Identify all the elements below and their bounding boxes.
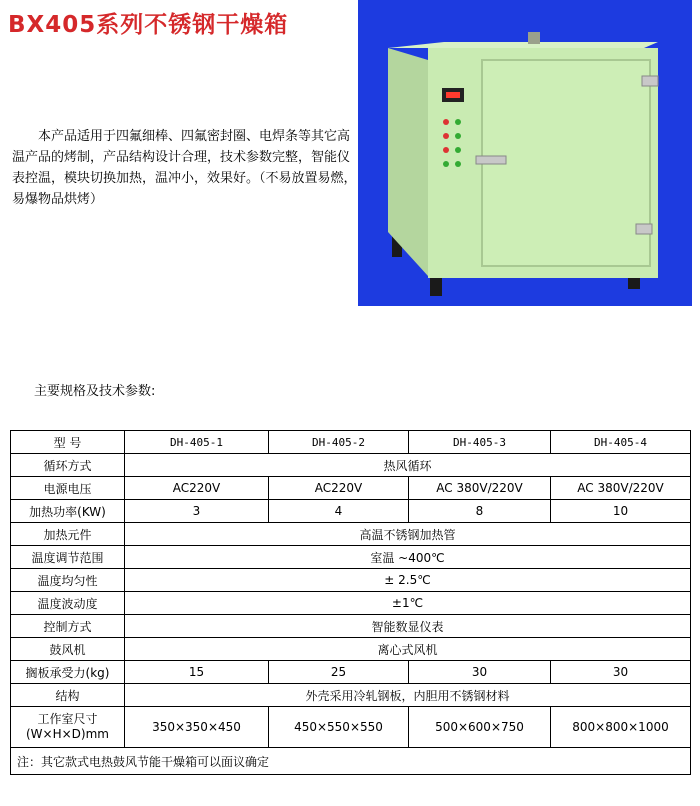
table-cell: AC 380V/220V (409, 477, 551, 500)
table-row (11, 592, 691, 615)
model-cell: DH-405-3 (409, 431, 551, 454)
row-label: 温度调节范围 (11, 546, 125, 569)
indicator-light-icon (455, 147, 461, 153)
specs-heading: 主要规格及技术参数: (34, 384, 156, 399)
table-cell: AC220V (269, 477, 409, 500)
row-label: 搁板承受力(kg) (11, 661, 125, 684)
row-label: 电源电压 (11, 477, 125, 500)
oven-vent-icon (528, 32, 540, 44)
table-cell: 4 (269, 500, 409, 523)
table-row (11, 615, 691, 638)
table-cell: ±1℃ (125, 592, 691, 615)
door-handle-icon (476, 156, 506, 164)
row-label: 控制方式 (11, 615, 125, 638)
table-cell: 10 (551, 500, 691, 523)
oven-door (482, 60, 650, 266)
page-title: BX405系列不锈钢干燥箱 (8, 12, 289, 38)
table-cell: 智能数显仪表 (125, 615, 691, 638)
table-cell: 热风循环 (125, 454, 691, 477)
table-row (11, 748, 691, 775)
table-cell: 450×550×550 (269, 707, 409, 748)
table-cell: 高温不锈钢加热管 (125, 523, 691, 546)
row-label: 加热元件 (11, 523, 125, 546)
row-label: 鼓风机 (11, 638, 125, 661)
indicator-light-icon (443, 119, 449, 125)
row-label-line: 工作室尺寸 (37, 712, 98, 726)
table-cell: 30 (409, 661, 551, 684)
indicator-light-icon (455, 161, 461, 167)
table-cell: 外壳采用冷轧钢板，内胆用不锈钢材料 (125, 684, 691, 707)
table-cell: 15 (125, 661, 269, 684)
indicator-light-icon (443, 147, 449, 153)
table-row (11, 523, 691, 546)
table-row (11, 661, 691, 684)
row-label: 结构 (11, 684, 125, 707)
model-cell: DH-405-2 (269, 431, 409, 454)
table-row (11, 638, 691, 661)
table-cell: 离心式风机 (125, 638, 691, 661)
door-hinge-icon (636, 224, 652, 234)
table-row (11, 707, 691, 748)
table-cell: 350×350×450 (125, 707, 269, 748)
row-label: 温度波动度 (11, 592, 125, 615)
model-cell: DH-405-4 (551, 431, 691, 454)
indicator-light-icon (443, 161, 449, 167)
product-description: 本产品适用于四氟细棒、四氟密封圈、电焊条等其它高温产品的烤制，产品结构设计合理，技术参数完整，智能仪表控温，模块切换加热，温冲小，效果好。（不易放置易燃，易爆物品烘烤） (12, 129, 357, 207)
row-label: 型 号 (11, 431, 125, 454)
temperature-readout-icon (446, 92, 460, 98)
table-cell: AC 380V/220V (551, 477, 691, 500)
table-row (11, 500, 691, 523)
table-cell: 8 (409, 500, 551, 523)
indicator-light-icon (443, 133, 449, 139)
row-label (11, 707, 125, 748)
table-row (11, 477, 691, 500)
row-label-line: (W×H×D)mm (26, 727, 109, 741)
table-cell: 500×600×750 (409, 707, 551, 748)
table-cell: 室温 ~400℃ (125, 546, 691, 569)
indicator-light-icon (455, 133, 461, 139)
table-note: 注：其它款式电热鼓风节能干燥箱可以面议确定 (11, 748, 691, 775)
drying-oven-illustration (358, 0, 692, 306)
specs-table (10, 430, 691, 775)
table-row (11, 431, 691, 454)
table-cell: ± 2.5℃ (125, 569, 691, 592)
table-row (11, 569, 691, 592)
product-photo (358, 0, 692, 306)
table-cell: AC220V (125, 477, 269, 500)
table-row (11, 684, 691, 707)
row-label: 加热功率(KW) (11, 500, 125, 523)
door-hinge-icon (642, 76, 658, 86)
row-label: 循环方式 (11, 454, 125, 477)
model-cell: DH-405-1 (125, 431, 269, 454)
oven-top (388, 42, 658, 48)
table-cell: 25 (269, 661, 409, 684)
table-cell: 30 (551, 661, 691, 684)
indicator-light-icon (455, 119, 461, 125)
row-label: 温度均匀性 (11, 569, 125, 592)
table-cell: 3 (125, 500, 269, 523)
table-row (11, 546, 691, 569)
table-cell: 800×800×1000 (551, 707, 691, 748)
table-row (11, 454, 691, 477)
